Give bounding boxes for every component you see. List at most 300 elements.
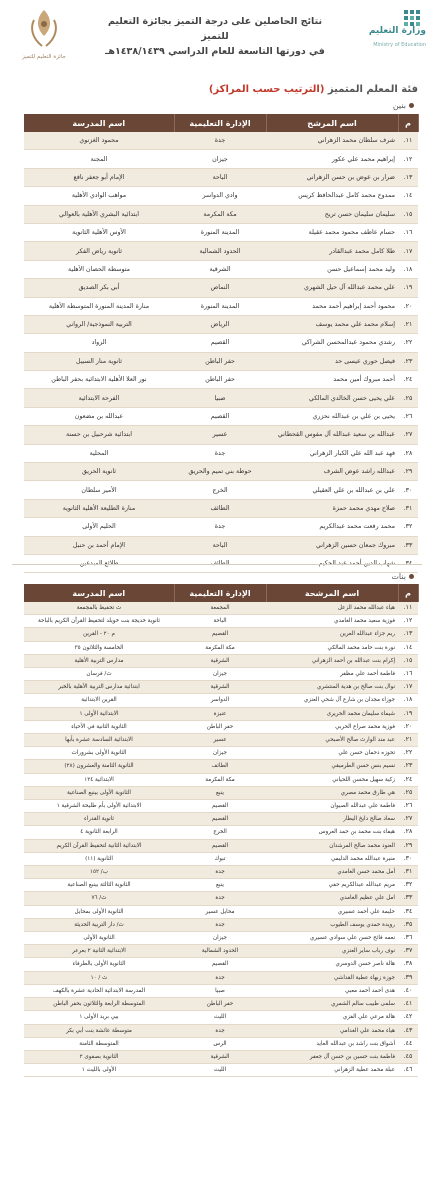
candidate-name: محمد رفعت محمد عبدالكريم [266, 518, 398, 536]
education-department: عسير [174, 426, 266, 444]
education-department: حفر الباطن [174, 371, 266, 389]
row-number: ١٤. [398, 187, 418, 205]
row-number: ٢٠. [398, 297, 418, 315]
row-number: ٢٣. [398, 760, 418, 773]
row-number: ٣٥. [398, 918, 418, 931]
table-row [24, 223, 418, 241]
table-row [24, 800, 418, 813]
school-name: الإمام أبو جعفر نافع [24, 168, 174, 186]
school-name: الفرحة الابتدائية [24, 389, 174, 407]
school-name: ابتدائية شرحبيل بن حسنة [24, 426, 174, 444]
candidate-name: فوزية سعيد محمد الغامدي [266, 615, 398, 628]
candidate-name: العنود محمد صالح المرشدان [266, 839, 398, 852]
candidate-name: نوف رباب ساير العنزي [266, 945, 398, 958]
table-row [24, 615, 418, 628]
school-name: الخامسة والثلاثون ٣٥ [24, 641, 174, 654]
candidate-name: فوزية محمد صراع الحربي [266, 720, 398, 733]
education-department: ينبع [174, 879, 266, 892]
title-line-1: نتائج الحاصلين على درجة التميز بجائزة التعليم للتميز [107, 16, 323, 42]
education-department: القصيم [174, 407, 266, 425]
table-row [24, 839, 418, 852]
row-number: ٣٨. [398, 958, 418, 971]
school-name: متوسطة الحصان الأهلية [24, 260, 174, 278]
school-name: ثانوية خديجة بنت خويلد لتحفيظ القرآن الكريم بالباحة [24, 615, 174, 628]
table-row [24, 1024, 418, 1037]
school-name: ثانوية منار السبيل [24, 352, 174, 370]
school-name: المدرسة الابتدائية الحادية عشرة بالكهف [24, 984, 174, 997]
table-row [24, 668, 418, 681]
school-name: الابتدائية الأولى بأم طليحة الشرقية ١ [24, 800, 174, 813]
row-number: ٤٠. [398, 984, 418, 997]
candidate-name: سعاد صالح دايخ اليطار [266, 813, 398, 826]
candidate-name: علي محمد عبدالله آل حيل الشهري [266, 279, 398, 297]
education-department: الطائف [174, 760, 266, 773]
school-name: الثانوية الثالثة بينبع الصناعية [24, 879, 174, 892]
column-header: اسم المدرسة [24, 114, 174, 132]
education-department: جدة [174, 518, 266, 536]
row-number: ١٩. [398, 279, 418, 297]
section-title-highlight: (الترتيب حسب المراكز) [208, 84, 325, 95]
table-row [24, 187, 418, 205]
row-number: ٢٥. [398, 786, 418, 799]
row-number: ١٧. [398, 242, 418, 260]
candidate-name: إسلام محمد علي محمد يوسف [266, 315, 398, 333]
section-title [209, 84, 418, 95]
row-number: ٢١. [398, 734, 418, 747]
row-number: ١٥. [398, 205, 418, 223]
candidate-name: علي يحيى حسن الخالدي المالكي [266, 389, 398, 407]
education-department: الخرج [174, 481, 266, 499]
education-department: جدة [174, 918, 266, 931]
candidate-name: زكية سهيل محسن اللحياني [266, 773, 398, 786]
candidate-name: مريم عبدالله عبدالكريم حفي [266, 879, 398, 892]
education-department: الشرقية [174, 260, 266, 278]
table-row [24, 654, 418, 667]
table-row [24, 481, 418, 499]
table-row [24, 602, 418, 615]
school-name: المحلية [24, 444, 174, 462]
row-number: ٢٥. [398, 389, 418, 407]
education-department: الباحة [174, 168, 266, 186]
row-number: ٢٩. [398, 463, 418, 481]
school-name: الرواد [24, 334, 174, 352]
candidate-name: هيفاء بنت محمد بن حمد العروس [266, 826, 398, 839]
education-department: القصيم [174, 628, 266, 641]
candidate-name: فيصل حوري عيسى حد [266, 352, 398, 370]
education-department: جيزان [174, 150, 266, 168]
school-name: ب/ ١٥٢ [24, 866, 174, 879]
education-department: الدواسر [174, 694, 266, 707]
row-number: ٣٢. [398, 518, 418, 536]
candidate-name: طلا كامل محمد عبدالقادر [266, 242, 398, 260]
table-row [24, 150, 418, 168]
school-name: محمود الغزنوي [24, 132, 174, 150]
table-row [24, 205, 418, 223]
candidate-name: وليد محمد إسماعيل حسن [266, 260, 398, 278]
education-department: جدة [174, 971, 266, 984]
school-name: الإمام أحمد بن حنبل [24, 536, 174, 554]
row-number: ١٩. [398, 707, 418, 720]
row-number: ٢٢. [398, 747, 418, 760]
candidate-name: يحيى بن علي بن عبدالله نحزري [266, 407, 398, 425]
education-department: مكة المكرمة [174, 205, 266, 223]
table-row [24, 852, 418, 865]
candidate-name: صلاح مهدي محمد حمزة [266, 499, 398, 517]
column-header: م [398, 114, 418, 132]
education-department: الشرقية [174, 1050, 266, 1063]
row-number: ٣٧. [398, 945, 418, 958]
ministry-name: وزارة التعليم [368, 26, 426, 36]
table-row [24, 892, 418, 905]
row-number: ٤٦. [398, 1064, 418, 1077]
education-department: جيزان [174, 747, 266, 760]
row-number: ١٥. [398, 654, 418, 667]
candidate-name: شرف سلطان محمد الزهراني [266, 132, 398, 150]
education-department: عسير [174, 734, 266, 747]
girls-label [391, 572, 414, 581]
candidate-name: حليمة علي أحمد عسيري [266, 905, 398, 918]
row-number: ١٢. [398, 615, 418, 628]
column-header: اسم المرشحة [266, 584, 398, 602]
education-department: الخرج [174, 826, 266, 839]
table-row [24, 681, 418, 694]
table-row [24, 407, 418, 425]
award-logo-icon [14, 6, 74, 56]
row-number: ٤٤. [398, 1037, 418, 1050]
table-row [24, 389, 418, 407]
row-number: ٢٤. [398, 371, 418, 389]
school-name: عبدالله بن مضعون [24, 407, 174, 425]
candidate-name: هي طارق محمد مصري [266, 786, 398, 799]
education-department: جيزان [174, 932, 266, 945]
boys-label [393, 101, 414, 110]
candidate-name: شيماء سليمان محمد الحريرى [266, 707, 398, 720]
table-row [24, 760, 418, 773]
education-department: النماص [174, 279, 266, 297]
candidate-name: نوال بنت صالح بن هدية المنتشري [266, 681, 398, 694]
education-department: الليث [174, 1064, 266, 1077]
table-row [24, 734, 418, 747]
school-name: نور العلا الأهلية الابتدائية بحفر الباطن [24, 371, 174, 389]
table-row [24, 132, 418, 150]
row-number: ٣٠. [398, 481, 418, 499]
column-header: الإدارة التعليمية [174, 114, 266, 132]
candidate-name: عبدالله راشد عوض الشرف [266, 463, 398, 481]
education-department: جيزان [174, 668, 266, 681]
table-header-row [24, 584, 418, 602]
school-name: ث/ دار التربية الحديثة [24, 918, 174, 931]
table-row [24, 334, 418, 352]
girls-table [24, 584, 419, 1077]
boys-table [24, 114, 419, 573]
education-department: جدة [174, 892, 266, 905]
table-row [24, 786, 418, 799]
row-number: ١١. [398, 132, 418, 150]
education-department: ينبع [174, 786, 266, 799]
education-department: القصيم [174, 334, 266, 352]
education-department: الباحة [174, 536, 266, 554]
candidate-name: جوزاء مجدان بن شارع آل شحي العنزي [266, 694, 398, 707]
school-name: م ٢٠ - القرين [24, 628, 174, 641]
school-name: الأولى بالليث ١ [24, 1064, 174, 1077]
school-name: التربية النموذجية/ الرواني [24, 315, 174, 333]
column-header: م [398, 584, 418, 602]
candidate-name: هالة مرعي علي الفزي [266, 1011, 398, 1024]
column-header: اسم المرشح [266, 114, 398, 132]
row-number: ١٨. [398, 260, 418, 278]
table-row [24, 918, 418, 931]
candidate-name: امل علي عظيم الغامدي [266, 892, 398, 905]
table-row [24, 297, 418, 315]
table-row [24, 641, 418, 654]
education-department: الشرقية [174, 654, 266, 667]
education-department: القصيم [174, 800, 266, 813]
school-name: بيي بريد الأولى ١ [24, 1011, 174, 1024]
candidate-name: هياء محمد علي الغدامي [266, 1024, 398, 1037]
table-row [24, 813, 418, 826]
education-department: محايل عسير [174, 905, 266, 918]
education-department: المدينة المنورة [174, 223, 266, 241]
row-number: ٣٠. [398, 852, 418, 865]
table-row [24, 747, 418, 760]
table-row [24, 984, 418, 997]
candidate-name: علي بن عبدالله بن علي العقيلي [266, 481, 398, 499]
page-header [0, 0, 434, 74]
candidate-name: هدى أحمد أحمد معبي [266, 984, 398, 997]
school-name: الرابعة الثانوية ٤ [24, 826, 174, 839]
row-number: ٢٩. [398, 839, 418, 852]
candidate-name: سلمى طبيب سالم الشمري [266, 998, 398, 1011]
school-name: الابتدائية الأولى ١ [24, 707, 174, 720]
row-number: ١٧. [398, 681, 418, 694]
title-line-2: في دورتها التاسعة للعام الدراسي ١٤٣٨/١٤٣٩هـ [105, 46, 325, 57]
school-name: الأمير سلطان [24, 481, 174, 499]
row-number: ٢٦. [398, 800, 418, 813]
row-number: ٢٨. [398, 444, 418, 462]
row-number: ٢٦. [398, 407, 418, 425]
ministry-name-en: Ministry of Education [373, 42, 426, 48]
table-row [24, 971, 418, 984]
table-row [24, 628, 418, 641]
school-name: الابتدائية ١٣٤ [24, 773, 174, 786]
candidate-name: منيرة عبدالله محمد الدليمي [266, 852, 398, 865]
girls-label-text: بنات [391, 572, 406, 581]
education-department: حفر الباطن [174, 998, 266, 1011]
school-name: ثانوية القدراء [24, 813, 174, 826]
school-name: ث/ ٧٦ [24, 892, 174, 905]
education-department: القصيم [174, 958, 266, 971]
candidate-name: فاطمة أحمد علي مظفر [266, 668, 398, 681]
candidate-name: فهد عبد الله علي الكبار الزهراني [266, 444, 398, 462]
row-number: ٣٩. [398, 971, 418, 984]
school-name: الثانوية (١١) [24, 852, 174, 865]
candidate-name: نسيم بنس حسن الطرميقي [266, 760, 398, 773]
boys-label-text: بنين [392, 101, 406, 110]
column-header: اسم المدرسة [24, 584, 174, 602]
education-department: الباحة [174, 615, 266, 628]
row-number: ٣٦. [398, 932, 418, 945]
candidate-name: عبد مند الوارث صالح الأصبحي [266, 734, 398, 747]
school-name: مدارس التربية الأهلية [24, 654, 174, 667]
candidate-name: أحمد مبروك أمين محمد [266, 371, 398, 389]
school-name: منارة الطليعة الأهلية الثانوية [24, 499, 174, 517]
table-row [24, 242, 418, 260]
school-name: الحليم الأولى [24, 518, 174, 536]
table-row [24, 463, 418, 481]
table-row [24, 315, 418, 333]
row-number: ٢٤. [398, 773, 418, 786]
row-number: ١١. [398, 602, 418, 615]
section-divider [12, 564, 422, 565]
row-number: ١٣. [398, 168, 418, 186]
education-department: صبيا [174, 389, 266, 407]
table-row [24, 866, 418, 879]
table-row [24, 720, 418, 733]
candidate-name: سليمان سليمان حسن تريح [266, 205, 398, 223]
bullet-icon [409, 574, 414, 579]
school-name: الأوس الأهلية الثانوية [24, 223, 174, 241]
candidate-name: نعمه فائح حسن علي سوادي عسيري [266, 932, 398, 945]
education-department: القصيم [174, 839, 266, 852]
bullet-icon [409, 103, 414, 108]
school-name: ث تحفيظ بالمجمعة [24, 602, 174, 615]
table-row [24, 444, 418, 462]
row-number: ١٦. [398, 223, 418, 241]
table-row [24, 168, 418, 186]
education-department: جدة [174, 866, 266, 879]
table-row [24, 352, 418, 370]
candidate-name: هالة ناصر حسن الدوسري [266, 958, 398, 971]
school-name: المتوسطة الثامنة [24, 1037, 174, 1050]
table-row [24, 707, 418, 720]
table-row [24, 958, 418, 971]
education-department: جدة [174, 444, 266, 462]
school-name: ثانوية رياض الفكر [24, 242, 174, 260]
row-number: ١٦. [398, 668, 418, 681]
education-department: المجمعة [174, 602, 266, 615]
school-name: ث / ١٠ [24, 971, 174, 984]
table-row [24, 905, 418, 918]
school-name: ثانوية الحريق [24, 463, 174, 481]
school-name: مواهب الوادي الأهلية [24, 187, 174, 205]
table-row [24, 932, 418, 945]
row-number: ٢١. [398, 315, 418, 333]
school-name: الثانوية الأولى [24, 932, 174, 945]
education-department: جدة [174, 1024, 266, 1037]
row-number: ١٣. [398, 628, 418, 641]
row-number: ١٤. [398, 641, 418, 654]
school-name: الابتدائية السادسة عشرة بأبها [24, 734, 174, 747]
row-number: ٢٢. [398, 334, 418, 352]
education-department: الرياض [174, 315, 266, 333]
school-name: الابتدائية الثانية ٢ بعرعر [24, 945, 174, 958]
school-name: الثانوية الثانية في الأحياء [24, 720, 174, 733]
school-name: القرين الابتدائية [24, 694, 174, 707]
education-department: مكة المكرمة [174, 773, 266, 786]
table-row [24, 518, 418, 536]
education-department: صبيا [174, 984, 266, 997]
table-row [24, 826, 418, 839]
award-caption: جائزة التعليم للتميز [22, 54, 66, 60]
education-department: مكة المكرمة [174, 641, 266, 654]
row-number: ٤٣. [398, 1024, 418, 1037]
education-department: جدة [174, 132, 266, 150]
table-row [24, 1050, 418, 1063]
school-name: منارة المدينة المنورة المتوسطة الأهلية [24, 297, 174, 315]
school-name: ث/ فرسان [24, 668, 174, 681]
education-department: الليث [174, 1011, 266, 1024]
candidate-name: رويدة حمدي يوسف الطيوب [266, 918, 398, 931]
education-department: القصيم [174, 813, 266, 826]
table-row [24, 998, 418, 1011]
column-header: الإدارة التعليمية [174, 584, 266, 602]
ministry-logo [344, 8, 426, 64]
table-row [24, 945, 418, 958]
candidate-name: تحوزه دحمان حسن علي [266, 747, 398, 760]
candidate-name: ريم جزاء عبدالله العرين [266, 628, 398, 641]
row-number: ٢٨. [398, 826, 418, 839]
row-number: ٢٧. [398, 813, 418, 826]
education-department: حوطة بني تميم والحريق [174, 463, 266, 481]
candidate-name: إكرام بنت عبدالله بن أحمد الزهراني [266, 654, 398, 667]
candidate-name: مبروك جمعان حسين الزهراني [266, 536, 398, 554]
school-name: ابتدائية مدارس التربية الأهلية بالخبر [24, 681, 174, 694]
education-department: عنيزة [174, 707, 266, 720]
candidate-name: رشدي محمود عبدالمحسن الشراكي [266, 334, 398, 352]
school-name: الثانوية بصفوى ٢ [24, 1050, 174, 1063]
candidate-name: جوزة زبهاء عطية القداشي [266, 971, 398, 984]
education-department: تبوك [174, 852, 266, 865]
school-name: أبي بكر الصديق [24, 279, 174, 297]
table-row [24, 426, 418, 444]
row-number: ٤٢. [398, 1011, 418, 1024]
education-department: الشرقية [174, 681, 266, 694]
row-number: ٣١. [398, 866, 418, 879]
row-number: ٢٧. [398, 426, 418, 444]
candidate-name: محمود أحمد إبراهيم أحمد محمد [266, 297, 398, 315]
table-row [24, 879, 418, 892]
candidate-name: نورة بنت حامد محمد المالكي [266, 641, 398, 654]
row-number: ٣٤. [398, 905, 418, 918]
row-number: ٣٣. [398, 536, 418, 554]
table-row [24, 499, 418, 517]
row-number: ١٢. [398, 150, 418, 168]
table-row [24, 1064, 418, 1077]
row-number: ٤١. [398, 998, 418, 1011]
row-number: ٢٠. [398, 720, 418, 733]
table-row [24, 279, 418, 297]
table-row [24, 694, 418, 707]
education-department: حفر الباطن [174, 352, 266, 370]
education-department: وادي الدواسر [174, 187, 266, 205]
candidate-name: فاطمة بنت حسين بن حسن آل جعفر [266, 1050, 398, 1063]
candidate-name: أشواق بنت راشد بن عبدالله العايد [266, 1037, 398, 1050]
table-row [24, 1037, 418, 1050]
row-number: ٣٢. [398, 879, 418, 892]
candidate-name: ضرار بن عوض بن حسن الزهراني [266, 168, 398, 186]
table-row [24, 1011, 418, 1024]
education-department: الطائف [174, 499, 266, 517]
row-number: ٢٣. [398, 352, 418, 370]
table-row [24, 536, 418, 554]
education-department: الحدود الشمالية [174, 242, 266, 260]
table-header-row [24, 114, 418, 132]
candidate-name: حسام عاطف محمود محمد عقيلة [266, 223, 398, 241]
school-name: المجنة [24, 150, 174, 168]
candidate-name: عبدالله بن سعيد عبدالله آل مفوس القحطاني [266, 426, 398, 444]
school-name: المتوسطة الرابعة والثلاثون بحفر الباطن [24, 998, 174, 1011]
school-name: الثانوية الأولى بشرورات [24, 747, 174, 760]
